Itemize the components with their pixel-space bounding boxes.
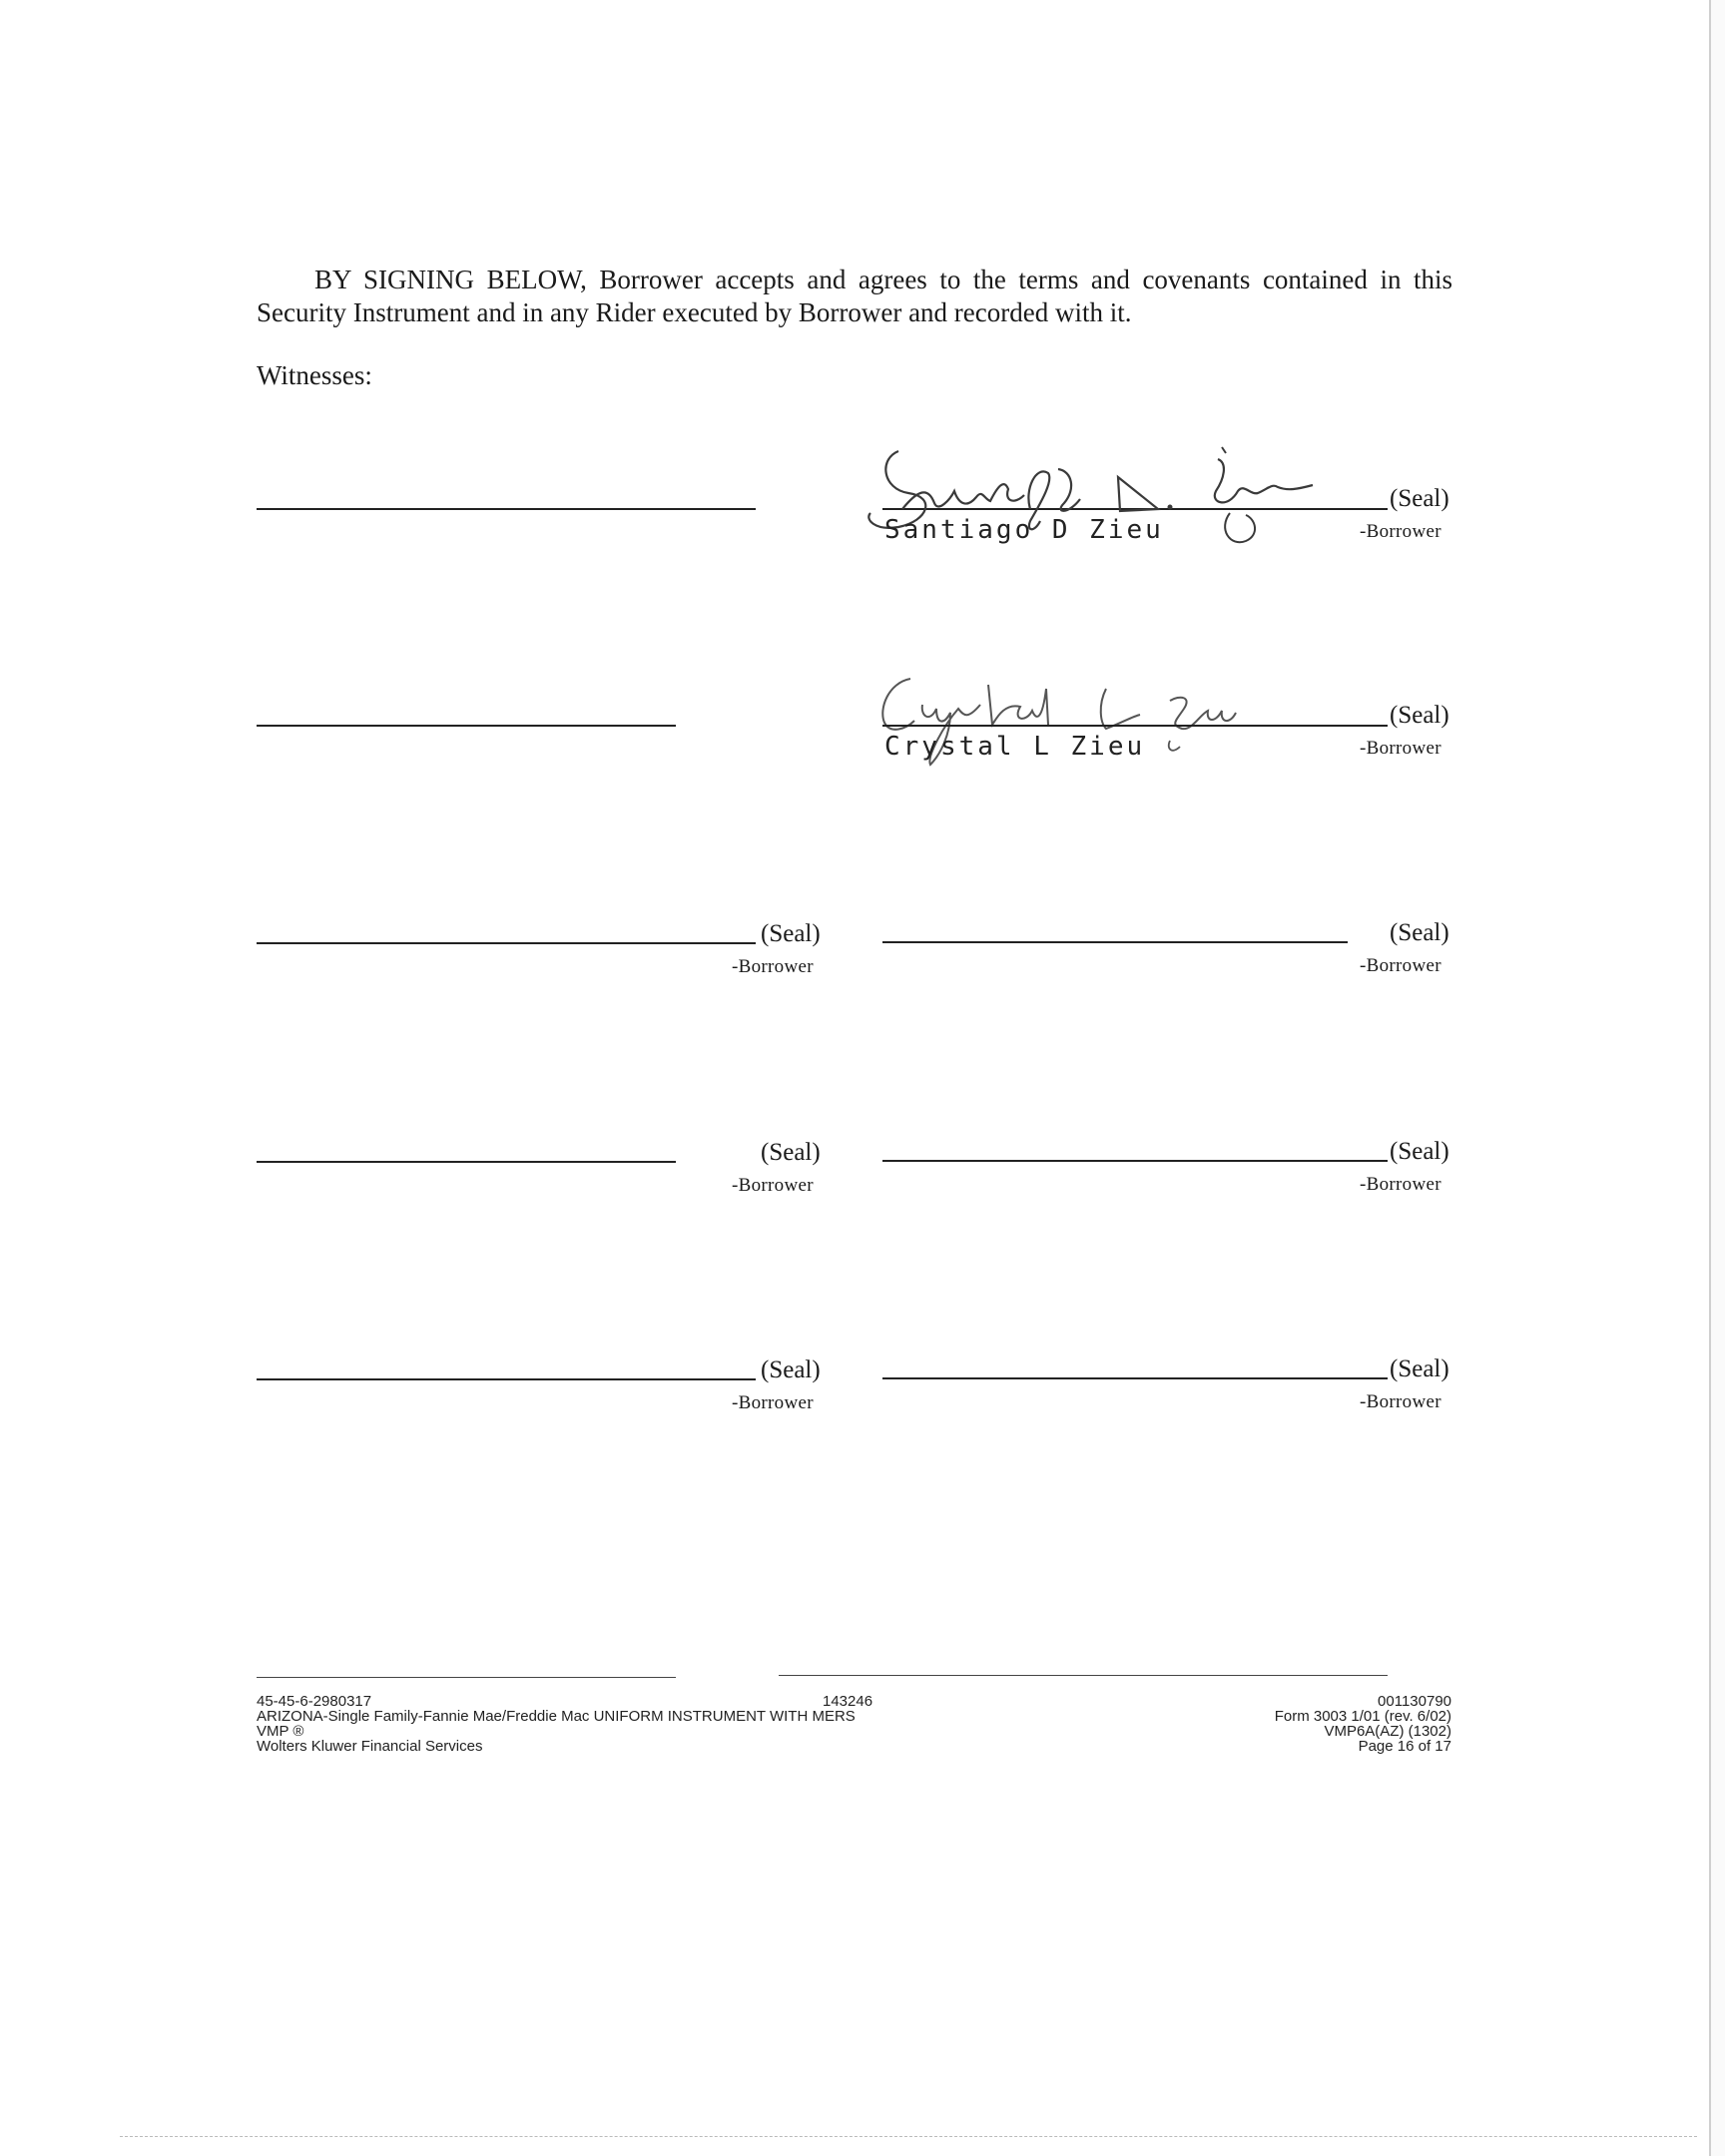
typed-name-santiago: Santiago D Zieu (884, 515, 1164, 545)
seal-label: (Seal) (1390, 702, 1449, 729)
borrower-label: -Borrower (732, 1175, 814, 1196)
borrower-label: -Borrower (732, 1392, 814, 1413)
borrower-label: -Borrower (1360, 738, 1441, 759)
page-number: Page 16 of 17 (1358, 1738, 1451, 1755)
seal-label: (Seal) (1390, 1355, 1449, 1382)
seal-label: (Seal) (761, 1139, 821, 1166)
form-number: Form 3003 1/01 (rev. 6/02) (1274, 1708, 1451, 1725)
seal-label: (Seal) (1390, 485, 1449, 512)
signature-line-borrower-8[interactable] (882, 1377, 1388, 1379)
typed-name-crystal: Crystal L Zieu (884, 732, 1146, 762)
signature-line-borrower-6[interactable] (882, 1160, 1388, 1162)
form-title: ARIZONA-Single Family-Fannie Mae/Freddie Mac UNIFORM INSTRUMENT WITH MERS (257, 1708, 856, 1725)
borrower-label: -Borrower (1360, 1391, 1441, 1412)
signature-line-borrower-2[interactable] (882, 725, 1388, 727)
footer-rule-middle (779, 1675, 1388, 1676)
scan-edge (1709, 0, 1725, 2156)
vmp-mark: VMP ® (257, 1723, 304, 1740)
footer-right (1275, 1694, 1451, 1754)
borrower-label: -Borrower (732, 956, 814, 977)
publisher: Wolters Kluwer Financial Services (257, 1738, 483, 1755)
loan-number: 45-45-6-2980317 (257, 1693, 372, 1710)
signature-line-borrower-5[interactable] (257, 1161, 676, 1163)
seal-label: (Seal) (761, 1356, 821, 1383)
witness-line-2[interactable] (257, 725, 676, 727)
signature-line-borrower-4[interactable] (882, 941, 1348, 943)
signature-line-borrower-7[interactable] (257, 1378, 756, 1380)
scan-noise (120, 2136, 1697, 2137)
seal-label: (Seal) (1390, 1138, 1449, 1165)
footer-rule-left (257, 1677, 676, 1678)
seal-label: (Seal) (761, 920, 821, 947)
seal-label: (Seal) (1390, 919, 1449, 946)
footer-middle-number: 143246 (823, 1693, 873, 1710)
witnesses-label: Witnesses: (257, 360, 372, 390)
borrower-label: -Borrower (1360, 521, 1441, 542)
signature-line-borrower-3[interactable] (257, 942, 756, 944)
vmp-code: VMP6A(AZ) (1302) (1324, 1723, 1451, 1740)
borrower-label: -Borrower (1360, 955, 1441, 976)
witness-line-1[interactable] (257, 508, 756, 510)
footer-left (257, 1694, 856, 1754)
borrower-label: -Borrower (1360, 1174, 1441, 1195)
document-number: 001130790 (1378, 1693, 1451, 1710)
signing-statement: BY SIGNING BELOW, Borrower accepts and agrees to the terms and covenants contained in this Security Instrument and in any Rider executed by Borrower and recorded with it. (257, 265, 1452, 327)
